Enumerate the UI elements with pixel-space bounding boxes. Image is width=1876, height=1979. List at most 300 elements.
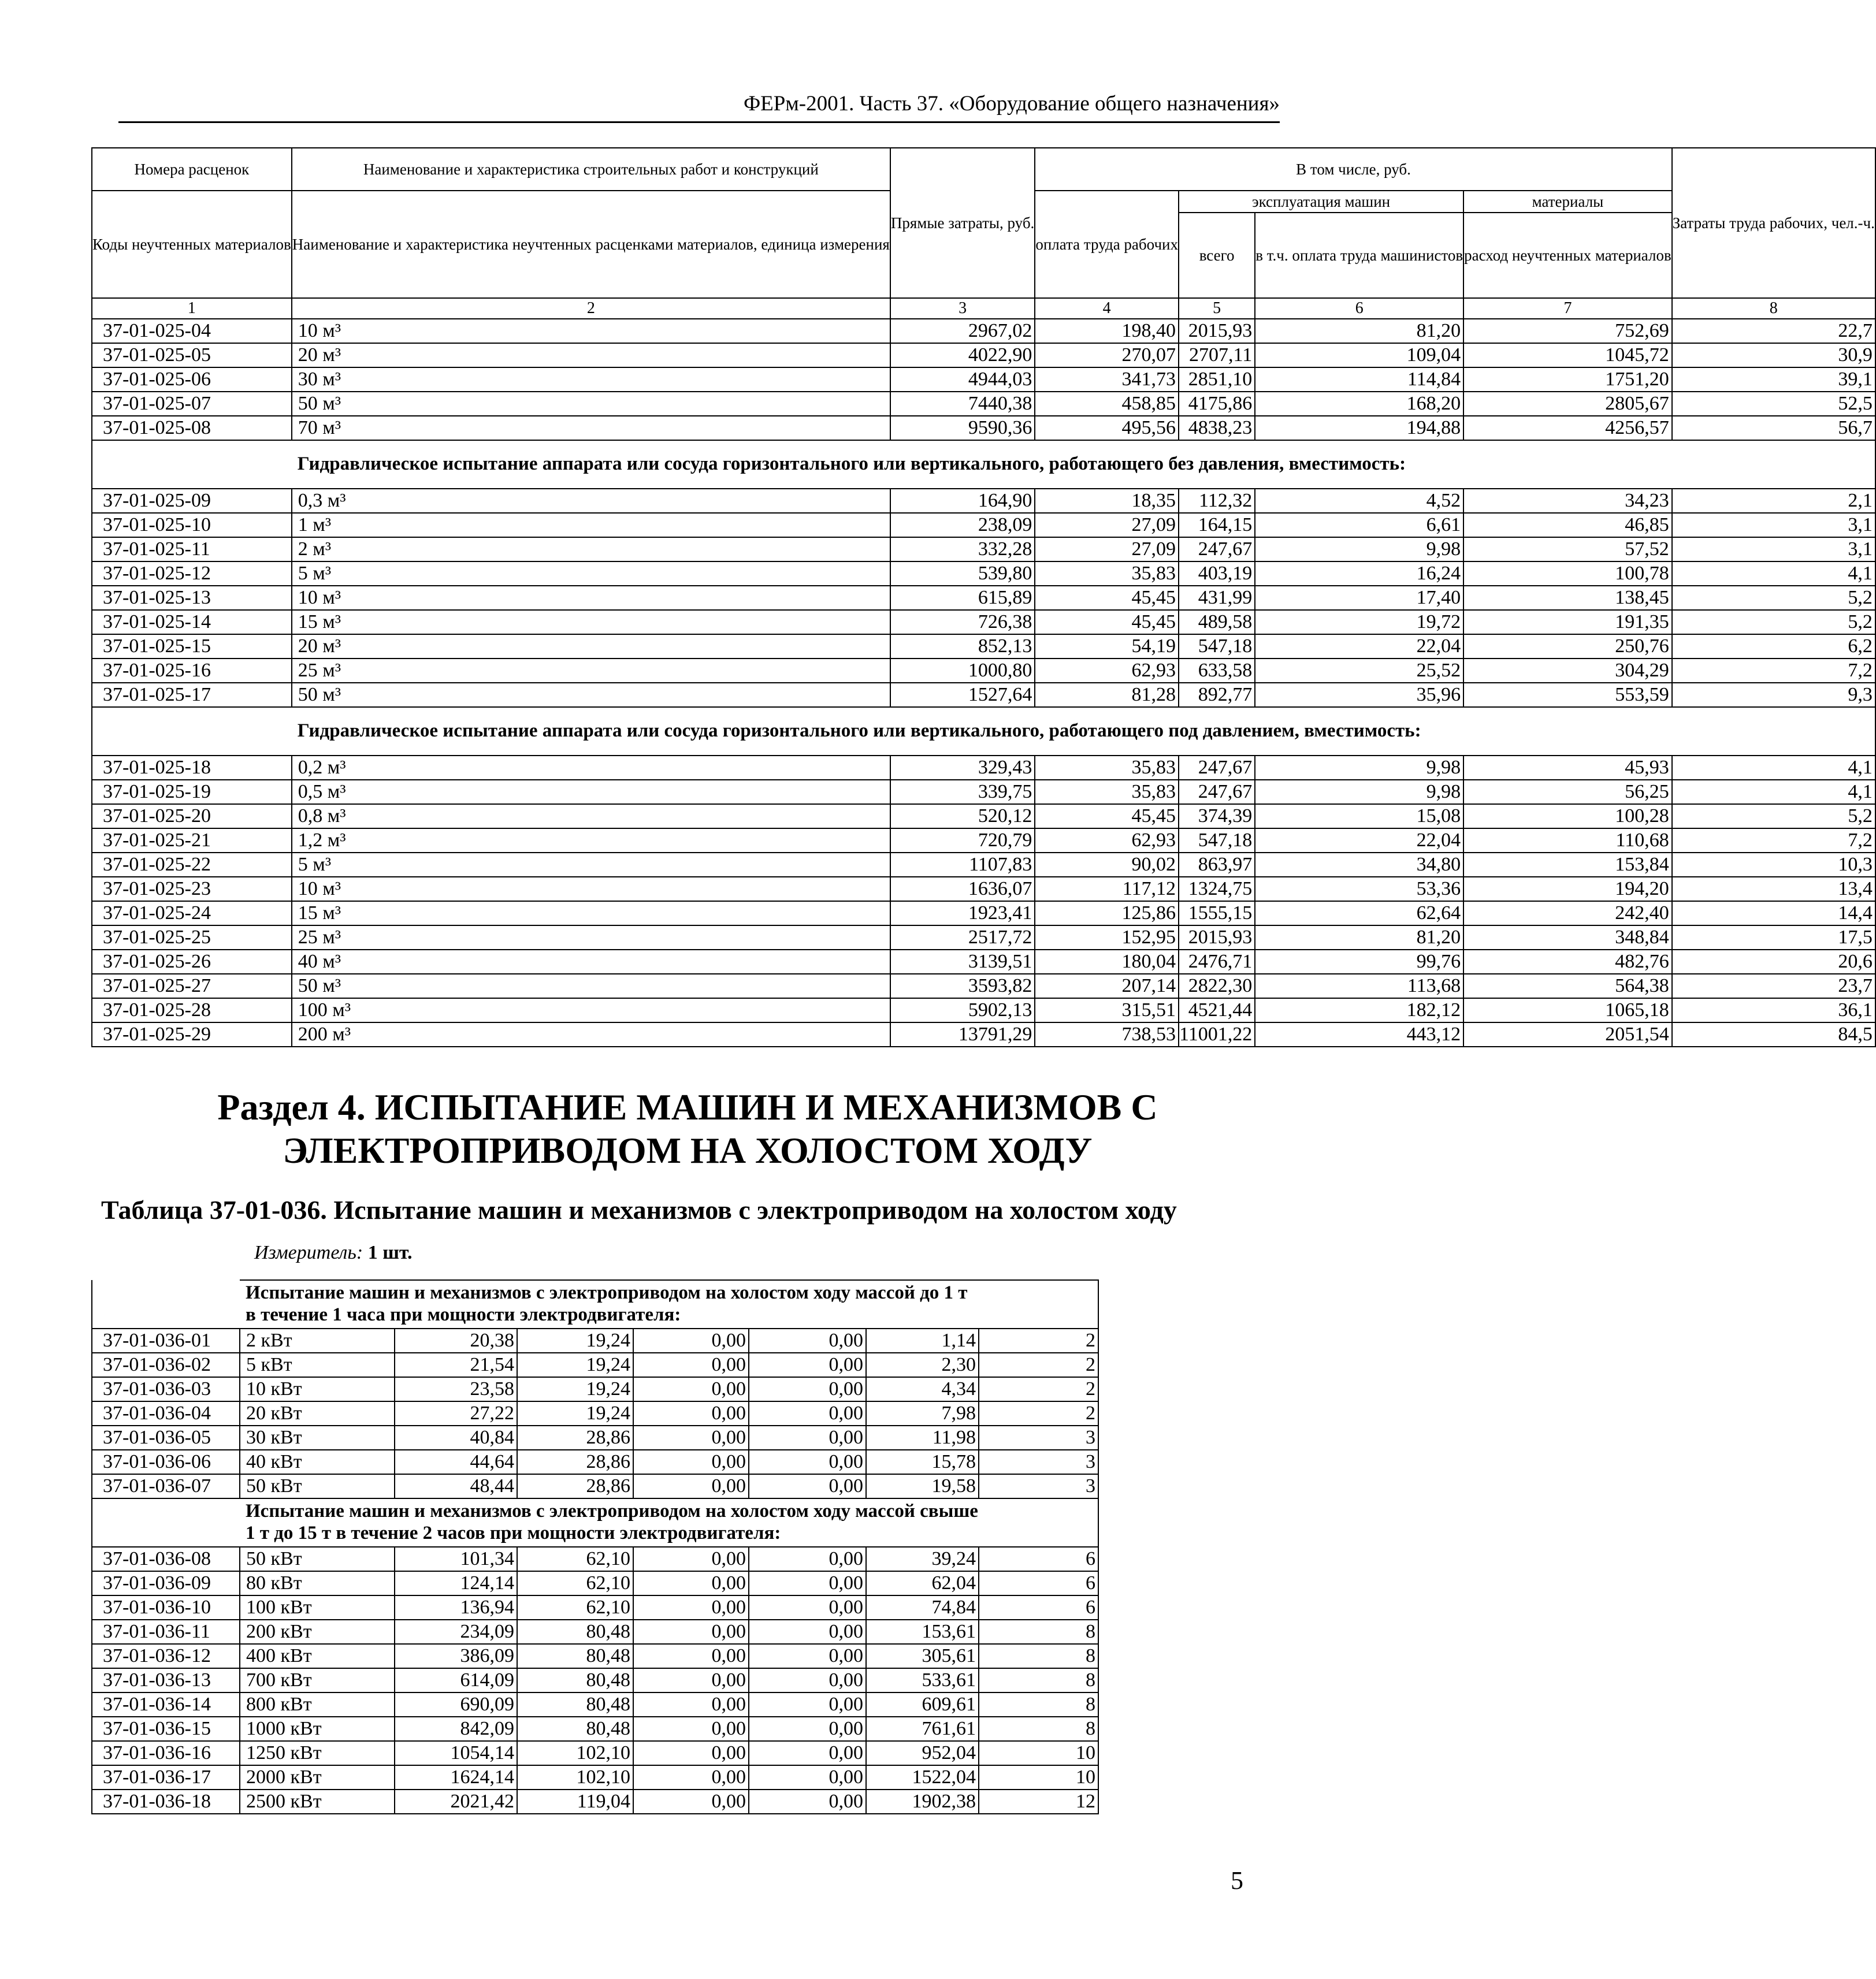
rate-code: 37-01-025-10 <box>92 513 292 537</box>
rate-value: 19,58 <box>866 1474 979 1498</box>
rate-value: 100,78 <box>1463 561 1672 586</box>
rate-code: 37-01-036-05 <box>92 1426 240 1450</box>
rate-value: 5902,13 <box>890 998 1035 1022</box>
rate-name: 200 м³ <box>292 1022 890 1047</box>
section-title <box>173 1086 1202 1173</box>
rate-value: 5,2 <box>1672 610 1875 634</box>
rate-value: 168,20 <box>1255 392 1463 416</box>
rate-name: 30 кВт <box>240 1426 395 1450</box>
rate-value: 0,00 <box>749 1790 866 1814</box>
rate-value: 46,85 <box>1463 513 1672 537</box>
rate-value: 56,25 <box>1463 780 1672 804</box>
rate-value: 1527,64 <box>890 683 1035 707</box>
rate-value: 194,20 <box>1463 877 1672 901</box>
col-number: 7 <box>1463 298 1672 319</box>
rate-value: 11001,22 <box>1179 1022 1255 1047</box>
rate-value: 194,88 <box>1255 416 1463 440</box>
rate-value: 45,45 <box>1035 610 1179 634</box>
rate-value: 62,93 <box>1035 828 1179 853</box>
rate-value: 0,00 <box>749 1668 866 1692</box>
rate-value: 1624,14 <box>395 1765 517 1790</box>
rate-code: 37-01-025-26 <box>92 950 292 974</box>
rate-code: 37-01-025-27 <box>92 974 292 998</box>
rate-value: 615,89 <box>890 586 1035 610</box>
table-row <box>92 343 1875 367</box>
rate-value: 4175,86 <box>1179 392 1255 416</box>
rate-value: 7,2 <box>1672 828 1875 853</box>
rate-value: 341,73 <box>1035 367 1179 392</box>
rate-value: 164,90 <box>890 489 1035 513</box>
rate-value: 10 <box>979 1741 1098 1765</box>
rate-name: 25 м³ <box>292 659 890 683</box>
rate-value: 2707,11 <box>1179 343 1255 367</box>
rate-name: 0,2 м³ <box>292 756 890 780</box>
rate-value: 99,76 <box>1255 950 1463 974</box>
table-row <box>92 319 1875 343</box>
rate-value: 13,4 <box>1672 877 1875 901</box>
rate-value: 40,84 <box>395 1426 517 1450</box>
rate-value: 182,12 <box>1255 998 1463 1022</box>
rate-value: 53,36 <box>1255 877 1463 901</box>
rate-value: 102,10 <box>517 1765 633 1790</box>
table-row <box>92 1329 1098 1353</box>
table-title: Таблица 37-01-036. Испытание машин и механизмов с электроприводом на холостом ходу <box>101 1195 1177 1225</box>
rate-value: 8 <box>979 1692 1098 1717</box>
rate-value: 7,98 <box>866 1401 979 1426</box>
rate-value: 48,44 <box>395 1474 517 1498</box>
rate-name: 1,2 м³ <box>292 828 890 853</box>
rate-value: 117,12 <box>1035 877 1179 901</box>
page-number: 5 <box>1231 1866 1243 1895</box>
meter-line <box>254 1242 413 1264</box>
table-row <box>92 998 1875 1022</box>
rate-value: 62,10 <box>517 1595 633 1620</box>
rate-value: 690,09 <box>395 1692 517 1717</box>
rate-value: 0,00 <box>633 1547 749 1571</box>
rate-value: 2805,67 <box>1463 392 1672 416</box>
col-header-machines-total: всего <box>1179 213 1255 298</box>
rate-name: 5 м³ <box>292 561 890 586</box>
rate-value: 761,61 <box>866 1717 979 1741</box>
rate-value: 0,00 <box>633 1329 749 1353</box>
rate-value: 726,38 <box>890 610 1035 634</box>
group-spacer <box>92 707 292 756</box>
rate-value: 2476,71 <box>1179 950 1255 974</box>
rate-code: 37-01-025-22 <box>92 853 292 877</box>
rate-value: 8 <box>979 1644 1098 1668</box>
table-row <box>92 1692 1098 1717</box>
rate-value: 0,00 <box>749 1692 866 1717</box>
rate-value: 247,67 <box>1179 756 1255 780</box>
group-header-row <box>92 707 1875 756</box>
col-header-operator-pay: в т.ч. оплата труда машинистов <box>1255 213 1463 298</box>
rate-value: 164,15 <box>1179 513 1255 537</box>
table-row <box>92 1571 1098 1595</box>
rate-value: 3,1 <box>1672 537 1875 561</box>
rate-name: 700 кВт <box>240 1668 395 1692</box>
rate-code: 37-01-025-12 <box>92 561 292 586</box>
rate-value: 495,56 <box>1035 416 1179 440</box>
rate-name: 15 м³ <box>292 901 890 925</box>
rate-value: 2822,30 <box>1179 974 1255 998</box>
rate-code: 37-01-036-11 <box>92 1620 240 1644</box>
rate-value: 84,5 <box>1672 1022 1875 1047</box>
col-number: 6 <box>1255 298 1463 319</box>
rate-value: 0,00 <box>749 1401 866 1426</box>
rate-value: 234,09 <box>395 1620 517 1644</box>
rate-value: 19,24 <box>517 1401 633 1426</box>
table-row <box>92 1741 1098 1765</box>
rate-value: 2015,93 <box>1179 925 1255 950</box>
group-title: Испытание машин и механизмов с электроприводом на холостом ходу массой до 1 т в течение 1 часа при мощности электродвигателя: <box>240 1280 979 1329</box>
rate-value: 0,00 <box>633 1426 749 1450</box>
rate-value: 6 <box>979 1595 1098 1620</box>
rate-value: 19,24 <box>517 1329 633 1353</box>
rate-value: 752,69 <box>1463 319 1672 343</box>
rate-value: 3139,51 <box>890 950 1035 974</box>
group-spacer <box>979 1498 1098 1547</box>
rate-value: 2,30 <box>866 1353 979 1377</box>
rate-code: 37-01-036-17 <box>92 1765 240 1790</box>
rate-value: 4022,90 <box>890 343 1035 367</box>
rate-value: 547,18 <box>1179 828 1255 853</box>
rate-code: 37-01-025-29 <box>92 1022 292 1047</box>
group-title: Испытание машин и механизмов с электроприводом на холостом ходу массой свыше 1 т до 15 т в течение 2 часов при мощности электродвигателя: <box>240 1498 979 1547</box>
rate-name: 100 м³ <box>292 998 890 1022</box>
rate-value: 0,00 <box>633 1377 749 1401</box>
col-header-rate-numbers: Номера расценок <box>92 148 292 191</box>
rate-value: 12 <box>979 1790 1098 1814</box>
group-spacer <box>1672 440 1875 489</box>
group-spacer <box>92 1280 240 1329</box>
rate-name: 40 кВт <box>240 1450 395 1474</box>
rate-value: 7,2 <box>1672 659 1875 683</box>
rate-value: 0,00 <box>633 1668 749 1692</box>
rate-name: 70 м³ <box>292 416 890 440</box>
table-row <box>92 659 1875 683</box>
rate-value: 113,68 <box>1255 974 1463 998</box>
rate-value: 238,09 <box>890 513 1035 537</box>
section-title-line: Раздел 4. ИСПЫТАНИЕ МАШИН И МЕХАНИЗМОВ С <box>217 1087 1158 1128</box>
rate-value: 13791,29 <box>890 1022 1035 1047</box>
rate-value: 100,28 <box>1463 804 1672 828</box>
rate-code: 37-01-025-13 <box>92 586 292 610</box>
table-row <box>92 1765 1098 1790</box>
rate-code: 37-01-036-04 <box>92 1401 240 1426</box>
rate-code: 37-01-025-04 <box>92 319 292 343</box>
rate-name: 20 кВт <box>240 1401 395 1426</box>
rate-value: 564,38 <box>1463 974 1672 998</box>
table-row <box>92 1717 1098 1741</box>
rate-value: 4,1 <box>1672 756 1875 780</box>
rate-value: 102,10 <box>517 1741 633 1765</box>
rate-value: 0,00 <box>749 1474 866 1498</box>
rate-value: 80,48 <box>517 1668 633 1692</box>
rate-code: 37-01-036-16 <box>92 1741 240 1765</box>
rate-value: 1522,04 <box>866 1765 979 1790</box>
rate-name: 10 м³ <box>292 319 890 343</box>
rate-value: 25,52 <box>1255 659 1463 683</box>
table-row <box>92 1426 1098 1450</box>
rate-value: 0,00 <box>633 1741 749 1765</box>
rate-value: 35,83 <box>1035 561 1179 586</box>
rate-name: 50 кВт <box>240 1474 395 1498</box>
rate-value: 15,78 <box>866 1450 979 1474</box>
rate-code: 37-01-036-02 <box>92 1353 240 1377</box>
rate-value: 22,04 <box>1255 634 1463 659</box>
table-row <box>92 392 1875 416</box>
rate-value: 0,00 <box>749 1547 866 1571</box>
rate-value: 198,40 <box>1035 319 1179 343</box>
table-row <box>92 561 1875 586</box>
rate-value: 21,54 <box>395 1353 517 1377</box>
table-row <box>92 416 1875 440</box>
rate-value: 0,00 <box>749 1644 866 1668</box>
rate-name: 5 кВт <box>240 1353 395 1377</box>
col-header-worker-pay: оплата труда рабочих <box>1035 191 1179 298</box>
rate-value: 80,48 <box>517 1644 633 1668</box>
rate-value: 81,28 <box>1035 683 1179 707</box>
rate-value: 35,83 <box>1035 780 1179 804</box>
rate-value: 207,14 <box>1035 974 1179 998</box>
rate-code: 37-01-036-03 <box>92 1377 240 1401</box>
rate-value: 101,34 <box>395 1547 517 1571</box>
rate-value: 533,61 <box>866 1668 979 1692</box>
rate-code: 37-01-025-11 <box>92 537 292 561</box>
rate-value: 180,04 <box>1035 950 1179 974</box>
rate-name: 50 м³ <box>292 974 890 998</box>
rates-table-37-01-025 <box>91 147 1876 1047</box>
rate-value: 242,40 <box>1463 901 1672 925</box>
table-row <box>92 901 1875 925</box>
rate-value: 547,18 <box>1179 634 1255 659</box>
rate-value: 20,38 <box>395 1329 517 1353</box>
rate-value: 4,1 <box>1672 780 1875 804</box>
rate-value: 0,00 <box>633 1644 749 1668</box>
rate-name: 50 кВт <box>240 1547 395 1571</box>
col-number: 5 <box>1179 298 1255 319</box>
rate-value: 2,1 <box>1672 489 1875 513</box>
rate-name: 80 кВт <box>240 1571 395 1595</box>
table-row <box>92 756 1875 780</box>
rate-value: 153,84 <box>1463 853 1672 877</box>
rate-value: 0,00 <box>749 1765 866 1790</box>
table-row <box>92 828 1875 853</box>
col-number: 4 <box>1035 298 1179 319</box>
rate-value: 339,75 <box>890 780 1035 804</box>
table-row <box>92 1450 1098 1474</box>
rate-code: 37-01-025-14 <box>92 610 292 634</box>
rate-value: 119,04 <box>517 1790 633 1814</box>
group-spacer <box>1672 707 1875 756</box>
rate-value: 22,7 <box>1672 319 1875 343</box>
rate-value: 39,24 <box>866 1547 979 1571</box>
table-row <box>92 853 1875 877</box>
header-rule <box>118 121 1280 123</box>
rate-value: 152,95 <box>1035 925 1179 950</box>
rate-value: 74,84 <box>866 1595 979 1620</box>
rate-value: 738,53 <box>1035 1022 1179 1047</box>
rate-value: 81,20 <box>1255 925 1463 950</box>
group-header-row <box>92 1498 1098 1547</box>
rate-value: 0,00 <box>749 1329 866 1353</box>
rate-code: 37-01-036-18 <box>92 1790 240 1814</box>
rate-value: 1923,41 <box>890 901 1035 925</box>
rate-value: 0,00 <box>633 1571 749 1595</box>
rate-name: 25 м³ <box>292 925 890 950</box>
table-row <box>92 925 1875 950</box>
rate-value: 9,98 <box>1255 537 1463 561</box>
rate-value: 0,00 <box>633 1765 749 1790</box>
table-row <box>92 780 1875 804</box>
rate-code: 37-01-036-07 <box>92 1474 240 1498</box>
rate-value: 3 <box>979 1474 1098 1498</box>
rate-name: 400 кВт <box>240 1644 395 1668</box>
rate-value: 19,72 <box>1255 610 1463 634</box>
rate-value: 2 <box>979 1401 1098 1426</box>
rate-value: 633,58 <box>1179 659 1255 683</box>
rate-value: 4,52 <box>1255 489 1463 513</box>
table-row <box>92 634 1875 659</box>
rate-value: 609,61 <box>866 1692 979 1717</box>
rate-value: 553,59 <box>1463 683 1672 707</box>
rate-value: 304,29 <box>1463 659 1672 683</box>
rate-value: 1324,75 <box>1179 877 1255 901</box>
rate-code: 37-01-025-20 <box>92 804 292 828</box>
rate-value: 0,00 <box>633 1620 749 1644</box>
rate-value: 44,64 <box>395 1450 517 1474</box>
rate-value: 125,86 <box>1035 901 1179 925</box>
rate-value: 15,08 <box>1255 804 1463 828</box>
rate-value: 0,00 <box>749 1353 866 1377</box>
rate-value: 34,23 <box>1463 489 1672 513</box>
rate-value: 1751,20 <box>1463 367 1672 392</box>
table-row <box>92 513 1875 537</box>
rate-value: 1902,38 <box>866 1790 979 1814</box>
rate-value: 0,00 <box>749 1717 866 1741</box>
rate-value: 112,32 <box>1179 489 1255 513</box>
rate-name: 50 м³ <box>292 683 890 707</box>
col-header-material-name: Наименование и характеристика неучтенных расценками материалов, единица измерения <box>292 191 890 298</box>
rates-table-37-01-036 <box>91 1279 1099 1814</box>
rate-value: 2851,10 <box>1179 367 1255 392</box>
table-row <box>92 537 1875 561</box>
rate-value: 0,00 <box>749 1377 866 1401</box>
rate-value: 403,19 <box>1179 561 1255 586</box>
rate-value: 1054,14 <box>395 1741 517 1765</box>
rate-value: 14,4 <box>1672 901 1875 925</box>
rate-name: 800 кВт <box>240 1692 395 1717</box>
rate-value: 614,09 <box>395 1668 517 1692</box>
rate-code: 37-01-036-14 <box>92 1692 240 1717</box>
group-title: Гидравлическое испытание аппарата или сосуда горизонтального или вертикального, работающего без давления, вместимость: <box>292 440 1672 489</box>
rate-name: 30 м³ <box>292 367 890 392</box>
rate-value: 153,61 <box>866 1620 979 1644</box>
table-row <box>92 1620 1098 1644</box>
rate-value: 191,35 <box>1463 610 1672 634</box>
rate-value: 28,86 <box>517 1426 633 1450</box>
rate-value: 10,3 <box>1672 853 1875 877</box>
rate-name: 0,5 м³ <box>292 780 890 804</box>
rate-value: 16,24 <box>1255 561 1463 586</box>
rate-value: 19,24 <box>517 1377 633 1401</box>
rate-value: 0,00 <box>749 1450 866 1474</box>
rate-name: 0,8 м³ <box>292 804 890 828</box>
meter-label: Измеритель: <box>254 1242 363 1263</box>
rate-value: 0,00 <box>633 1450 749 1474</box>
rate-code: 37-01-025-07 <box>92 392 292 416</box>
group-title: Гидравлическое испытание аппарата или сосуда горизонтального или вертикального, работающего под давлением, вместимость: <box>292 707 1672 756</box>
col-header-including: В том числе, руб. <box>1035 148 1671 191</box>
section-title-line: ЭЛЕКТРОПРИВОДОМ НА ХОЛОСТОМ ХОДУ <box>283 1129 1093 1171</box>
rate-name: 200 кВт <box>240 1620 395 1644</box>
col-header-labor-hours: Затраты труда рабочих, чел.-ч. <box>1672 148 1875 298</box>
rate-code: 37-01-025-19 <box>92 780 292 804</box>
rate-value: 952,04 <box>866 1741 979 1765</box>
rate-value: 863,97 <box>1179 853 1255 877</box>
rate-code: 37-01-036-09 <box>92 1571 240 1595</box>
rate-value: 27,09 <box>1035 513 1179 537</box>
rate-value: 2051,54 <box>1463 1022 1672 1047</box>
rate-code: 37-01-036-13 <box>92 1668 240 1692</box>
rate-code: 37-01-025-24 <box>92 901 292 925</box>
col-number: 1 <box>92 298 292 319</box>
rate-value: 45,93 <box>1463 756 1672 780</box>
rate-value: 0,00 <box>633 1692 749 1717</box>
rate-value: 28,86 <box>517 1474 633 1498</box>
rate-value: 39,1 <box>1672 367 1875 392</box>
rate-value: 489,58 <box>1179 610 1255 634</box>
rate-value: 10 <box>979 1765 1098 1790</box>
rate-value: 720,79 <box>890 828 1035 853</box>
group-header-row <box>92 1280 1098 1329</box>
table-row <box>92 367 1875 392</box>
rate-value: 20,6 <box>1672 950 1875 974</box>
rate-name: 20 м³ <box>292 343 890 367</box>
table-row <box>92 489 1875 513</box>
col-header-material-consumption: расход неучтенных материалов <box>1463 213 1672 298</box>
group-spacer <box>92 440 292 489</box>
table-row <box>92 586 1875 610</box>
rate-value: 54,19 <box>1035 634 1179 659</box>
table-row <box>92 950 1875 974</box>
rate-name: 2 м³ <box>292 537 890 561</box>
rate-value: 2 <box>979 1329 1098 1353</box>
rate-value: 124,14 <box>395 1571 517 1595</box>
rate-value: 90,02 <box>1035 853 1179 877</box>
rate-code: 37-01-036-15 <box>92 1717 240 1741</box>
rate-value: 110,68 <box>1463 828 1672 853</box>
rate-value: 3 <box>979 1450 1098 1474</box>
rate-value: 305,61 <box>866 1644 979 1668</box>
rate-value: 1107,83 <box>890 853 1035 877</box>
rate-value: 36,1 <box>1672 998 1875 1022</box>
rate-value: 56,7 <box>1672 416 1875 440</box>
rate-code: 37-01-025-21 <box>92 828 292 853</box>
rate-name: 0,3 м³ <box>292 489 890 513</box>
rate-value: 2967,02 <box>890 319 1035 343</box>
table-row <box>92 683 1875 707</box>
rate-value: 18,35 <box>1035 489 1179 513</box>
table-row <box>92 974 1875 998</box>
rate-value: 1045,72 <box>1463 343 1672 367</box>
rate-value: 4,34 <box>866 1377 979 1401</box>
rate-value: 23,58 <box>395 1377 517 1401</box>
rate-value: 28,86 <box>517 1450 633 1474</box>
rate-value: 0,00 <box>749 1426 866 1450</box>
rate-code: 37-01-025-17 <box>92 683 292 707</box>
col-header-machine-operation: эксплуатация машин <box>1179 191 1463 213</box>
